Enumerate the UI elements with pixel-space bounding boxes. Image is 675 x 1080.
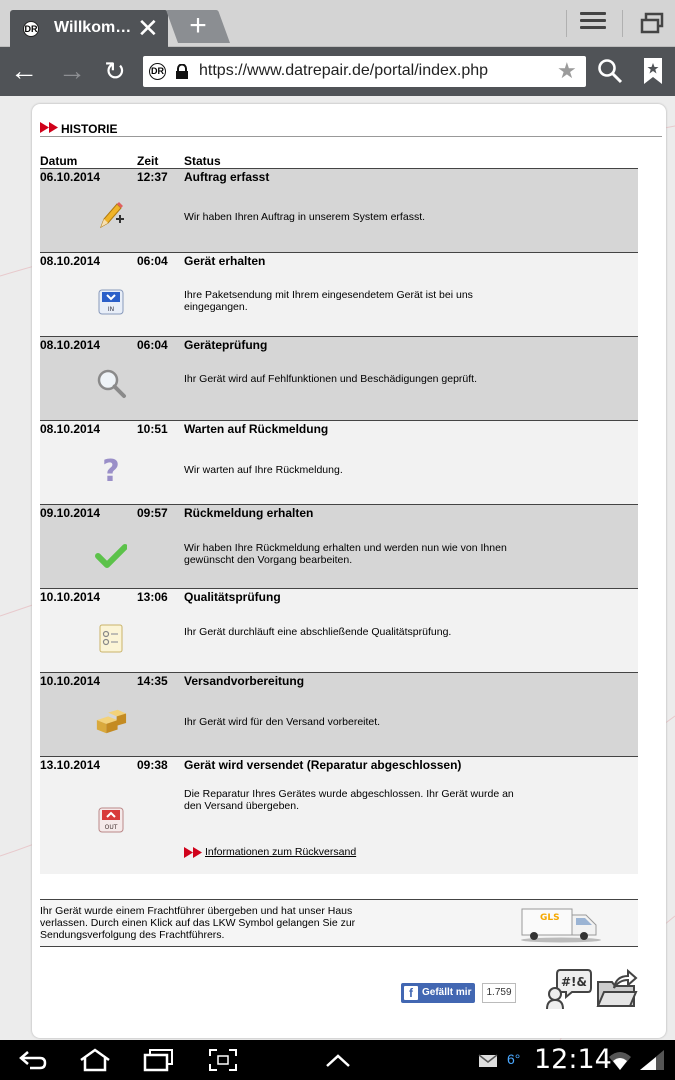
- tab-title: Willkom…: [54, 19, 132, 36]
- outbox-out-icon: [95, 804, 127, 836]
- checkmark-icon: [95, 539, 127, 571]
- row-date: 13.10.2014: [40, 758, 101, 772]
- search-icon[interactable]: [597, 58, 623, 84]
- recent-apps-icon[interactable]: [142, 1048, 174, 1072]
- facebook-icon: f: [404, 986, 418, 1000]
- table-row: [40, 168, 638, 252]
- screenshot-icon[interactable]: [208, 1048, 238, 1072]
- chevron-up-icon[interactable]: [324, 1048, 352, 1072]
- truck-brand: GLS: [540, 913, 560, 923]
- web-content: [0, 96, 675, 1040]
- row-date: 08.10.2014: [40, 338, 101, 352]
- system-navigation-bar: [0, 1040, 675, 1080]
- row-description: Ihre Paketsendung mit Ihrem eingesendetem Gerät ist bei uns eingegangen.: [184, 289, 473, 313]
- row-date: 10.10.2014: [40, 674, 101, 688]
- row-date: 08.10.2014: [40, 254, 101, 268]
- row-description: Wir warten auf Ihre Rückmeldung.: [184, 464, 343, 476]
- divider: [566, 10, 567, 37]
- site-favicon-icon: DR: [149, 63, 166, 80]
- row-time: 09:38: [137, 758, 168, 772]
- shipping-note: Ihr Gerät wurde einem Frachtführer übergeben und hat unser Haus verlassen. Durch einen Klick auf das LKW Symbol gelangen Sie zur Sendungsverfolgung des Frachtführers.: [40, 905, 356, 941]
- menu-icon[interactable]: [580, 12, 606, 38]
- back-nav-icon[interactable]: [18, 1048, 48, 1072]
- table-row: [40, 588, 638, 672]
- return-info-link[interactable]: Informationen zum Rückversand: [205, 846, 357, 858]
- wifi-icon: [608, 1048, 632, 1072]
- table-row: [40, 420, 638, 504]
- clock: 12:14: [534, 1044, 612, 1075]
- inbox-label: IN: [107, 306, 115, 313]
- tabs-overview-icon[interactable]: [640, 12, 664, 34]
- column-header-date: Datum: [40, 154, 78, 168]
- svg-text:#!&: #!&: [561, 975, 587, 989]
- checklist-icon: [95, 622, 127, 654]
- row-status: Qualitätsprüfung: [184, 590, 281, 604]
- url-input[interactable]: [143, 56, 586, 87]
- table-row: [40, 756, 638, 874]
- weather-temperature: 6°: [507, 1051, 521, 1067]
- forward-button[interactable]: →: [58, 55, 86, 86]
- row-status: Versandvorbereitung: [184, 674, 305, 688]
- row-time: 12:37: [137, 170, 168, 184]
- row-status: Auftrag erfasst: [184, 170, 270, 184]
- row-status: Rückmeldung erhalten: [184, 506, 314, 520]
- lock-icon: [175, 64, 189, 79]
- close-tab-icon[interactable]: ✕: [137, 13, 159, 43]
- svg-text:?: ?: [102, 454, 120, 485]
- tab-active[interactable]: [10, 10, 168, 47]
- outbox-label: OUT: [104, 824, 118, 831]
- bookmark-icon[interactable]: [642, 57, 664, 85]
- facebook-like-label: Gefällt mir: [422, 987, 472, 998]
- row-description: Die Reparatur Ihres Gerätes wurde abgeschlossen. Ihr Gerät wurde an den Versand übergeben.: [184, 788, 514, 812]
- content-card: [32, 104, 666, 1038]
- pencil-plus-icon: [95, 199, 127, 231]
- table-header: [40, 154, 638, 168]
- row-date: 08.10.2014: [40, 422, 101, 436]
- back-button[interactable]: ←: [10, 55, 38, 86]
- column-header-time: Zeit: [137, 154, 159, 168]
- facebook-like-button[interactable]: [401, 983, 475, 1003]
- shipping-note-box: [40, 899, 638, 947]
- row-date: 06.10.2014: [40, 170, 101, 184]
- table-row: [40, 252, 638, 336]
- row-time: 09:57: [137, 506, 168, 520]
- row-status: Gerät wird versendet (Reparatur abgeschlossen): [184, 758, 462, 772]
- row-date: 09.10.2014: [40, 506, 101, 520]
- magnifier-icon: [95, 367, 127, 399]
- star-icon[interactable]: ★: [557, 58, 577, 83]
- row-time: 06:04: [137, 338, 168, 352]
- plus-icon[interactable]: +: [189, 9, 207, 42]
- parcels-icon: [95, 706, 127, 738]
- row-status: Gerät erhalten: [184, 254, 266, 268]
- row-date: 10.10.2014: [40, 590, 101, 604]
- section-header: [40, 122, 662, 137]
- row-description: Ihr Gerät durchläuft eine abschließende Qualitätsprüfung.: [184, 626, 452, 638]
- row-description: Wir haben Ihre Rückmeldung erhalten und werden nun wie von Ihnen gewünscht den Vorgang bearbeiten.: [184, 542, 507, 566]
- inbox-in-icon: [95, 286, 127, 318]
- row-description: Ihr Gerät wird auf Fehlfunktionen und Beschädigungen geprüft.: [184, 373, 478, 385]
- row-description: Wir haben Ihren Auftrag in unserem System erfasst.: [184, 211, 426, 223]
- row-time: 06:04: [137, 254, 168, 268]
- tab-strip: [0, 0, 675, 47]
- row-status: Geräteprüfung: [184, 338, 268, 352]
- question-mark-icon: [95, 453, 127, 485]
- row-time: 13:06: [137, 590, 168, 604]
- double-arrow-icon: [40, 122, 60, 133]
- facebook-like-count: 1.759: [482, 983, 516, 1003]
- site-favicon-icon: DR: [23, 21, 39, 37]
- table-row: [40, 504, 638, 588]
- column-header-status: Status: [184, 154, 221, 168]
- row-time: 14:35: [137, 674, 168, 688]
- signal-strength-icon: [638, 1048, 668, 1072]
- truck-icon[interactable]: [520, 903, 602, 943]
- share-icon[interactable]: [594, 966, 638, 1010]
- comment-bubble-icon[interactable]: [546, 966, 592, 1010]
- section-title: HISTORIE: [61, 122, 118, 136]
- table-row: [40, 672, 638, 756]
- table-row: [40, 336, 638, 420]
- divider: [622, 10, 623, 37]
- row-time: 10:51: [137, 422, 168, 436]
- reload-button[interactable]: ↻: [104, 56, 126, 86]
- double-arrow-icon: [184, 847, 204, 858]
- row-description: Ihr Gerät wird für den Versand vorbereitet.: [184, 716, 381, 728]
- address-toolbar: [0, 47, 675, 96]
- url-text: https://www.datrepair.de/portal/index.php: [199, 62, 489, 79]
- home-icon[interactable]: [78, 1048, 112, 1072]
- mail-icon: [478, 1048, 498, 1072]
- row-status: Warten auf Rückmeldung: [184, 422, 329, 436]
